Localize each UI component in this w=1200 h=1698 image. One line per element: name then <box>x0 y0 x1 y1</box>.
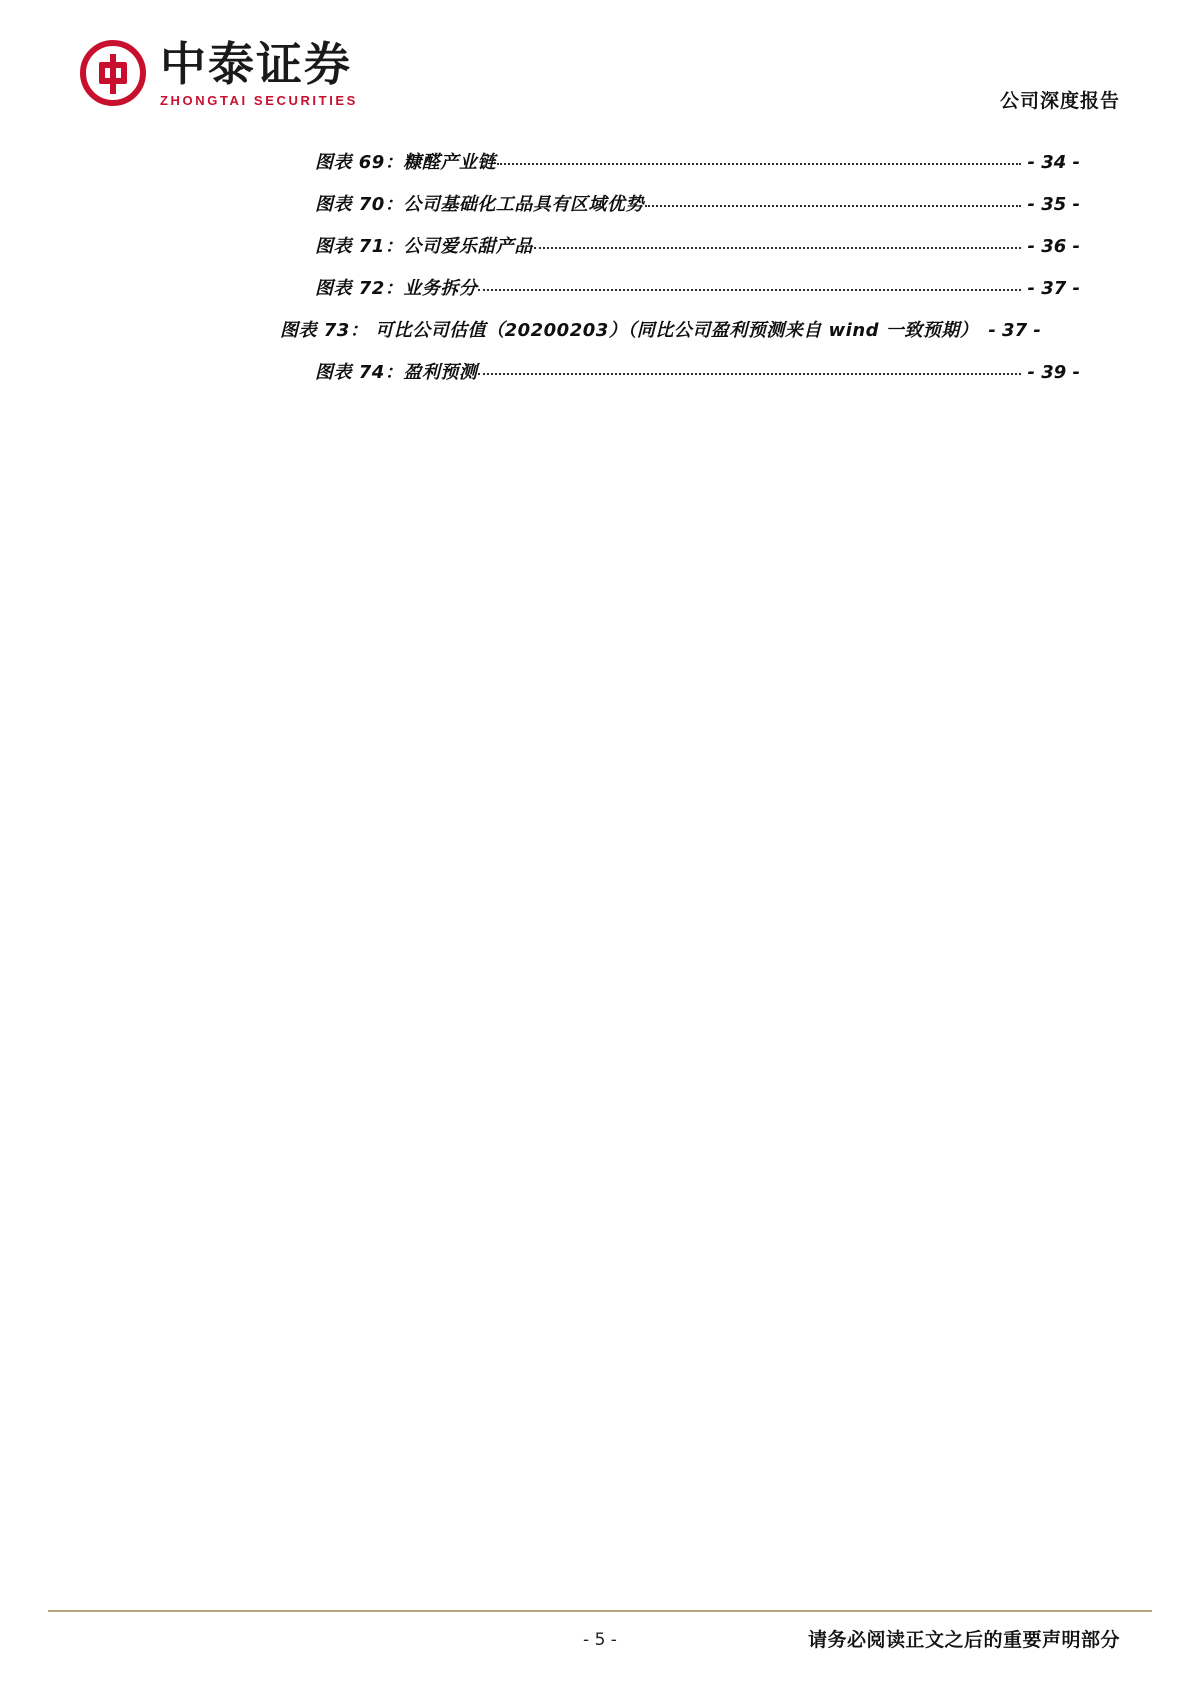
footer-disclaimer: 请务必阅读正文之后的重要声明部分 <box>807 1629 1120 1651</box>
footer-divider <box>48 1610 1152 1612</box>
toc-entry-page: - 39 - <box>1027 362 1080 383</box>
toc-entry-label: 图表 73： 可比公司估值（20200203）（同比公司盈利预测来自 wind 一致预期） <box>280 320 979 341</box>
brand-text <box>160 38 358 108</box>
brand-name-en: ZHONGTAI SECURITIES <box>160 93 358 108</box>
brand-name-cn: 中泰证券 <box>160 37 352 91</box>
toc-leader-dots <box>645 191 1022 207</box>
page-header <box>80 38 1120 128</box>
toc-entry[interactable] <box>150 148 1080 174</box>
toc-entry[interactable] <box>150 232 1080 258</box>
toc-leader-dots <box>478 359 1021 375</box>
brand-logo <box>80 38 358 108</box>
table-of-contents <box>150 148 1080 400</box>
toc-entry[interactable] <box>150 274 1080 300</box>
toc-entry-label: 图表 71：公司爱乐甜产品 <box>315 236 533 257</box>
toc-entry[interactable] <box>115 316 1080 342</box>
toc-entry-label: 图表 70：公司基础化工品具有区域优势 <box>315 194 644 215</box>
toc-entry-label: 图表 69：糠醛产业链 <box>315 152 496 173</box>
page-number: - 5 - <box>583 1630 617 1650</box>
toc-leader-dots <box>478 275 1021 291</box>
toc-leader-dots <box>497 149 1022 165</box>
toc-entry[interactable] <box>150 358 1080 384</box>
toc-entry-page: - 34 - <box>1027 152 1080 173</box>
toc-entry-page: - 37 - <box>988 320 1041 341</box>
toc-entry-label: 图表 74：盈利预测 <box>315 362 478 383</box>
toc-entry[interactable] <box>150 190 1080 216</box>
toc-entry-page: - 37 - <box>1027 278 1080 299</box>
zhongtai-logo-icon <box>80 40 146 106</box>
toc-entry-page: - 35 - <box>1027 194 1080 215</box>
toc-entry-label: 图表 72：业务拆分 <box>315 278 478 299</box>
toc-leader-dots <box>534 233 1022 249</box>
toc-entry-page: - 36 - <box>1027 236 1080 257</box>
report-type-label: 公司深度报告 <box>999 90 1120 112</box>
